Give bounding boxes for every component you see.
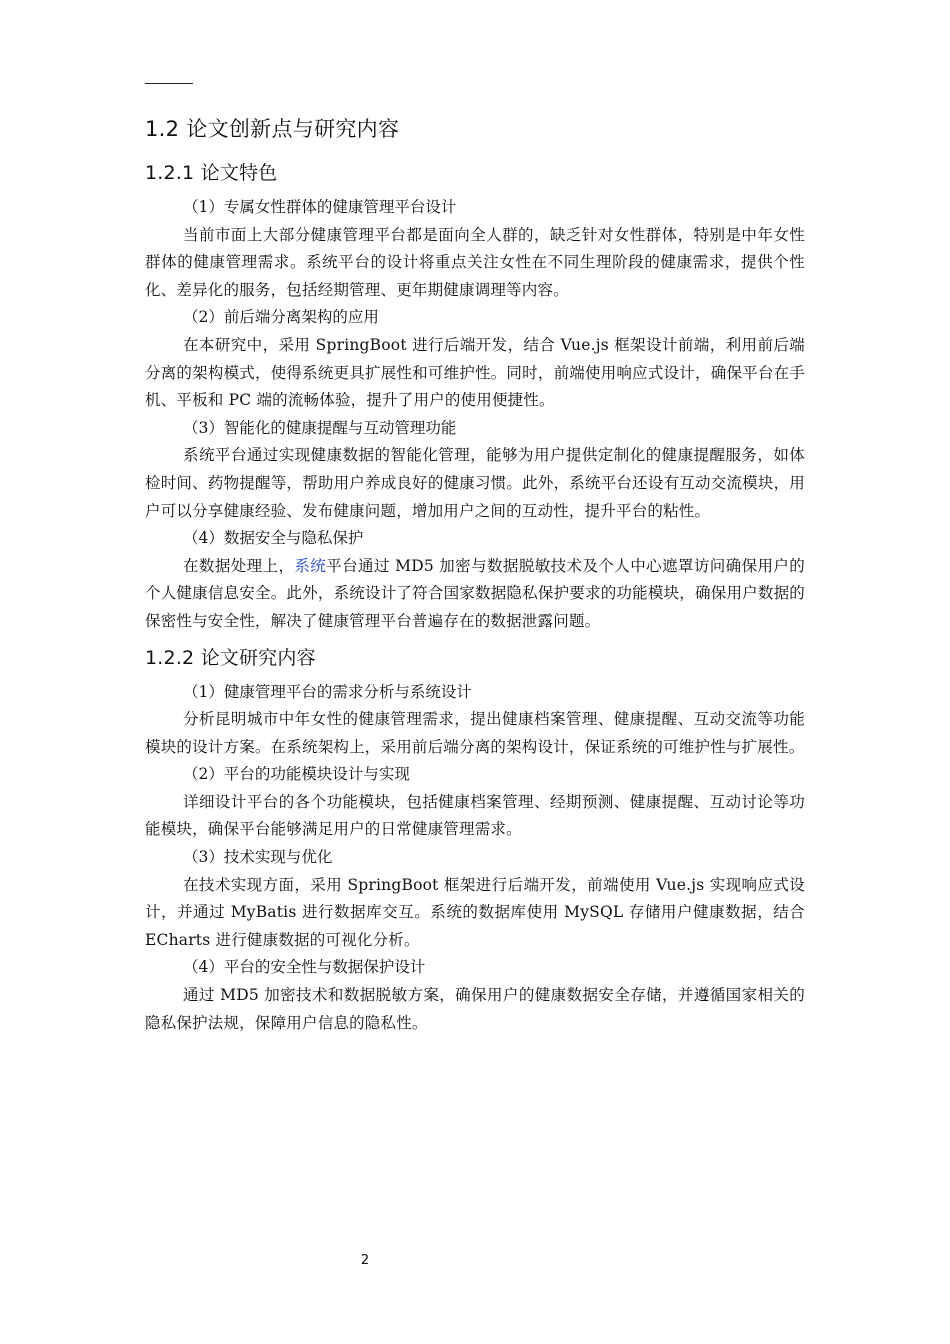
feature-item-title: （1）专属女性群体的健康管理平台设计 bbox=[183, 198, 457, 216]
section-heading-1-2-1: 1.2.1 论文特色 bbox=[145, 162, 278, 184]
document-body bbox=[145, 112, 805, 1037]
research-item-text: 在技术实现方面，采用 SpringBoot 框架进行后端开发，前端使用 Vue.js 实现响应式设计，并通过 MyBatis 进行数据库交互。系统的数据库使用 MySQL 存储用户健康数据，结合 ECharts 进行健康数据的可视化分析。 bbox=[145, 875, 805, 949]
system-link[interactable]: 系统 bbox=[294, 556, 327, 575]
research-item-title: （4）平台的安全性与数据保护设计 bbox=[183, 958, 426, 977]
section-heading-1-2-2: 1.2.2 论文研究内容 bbox=[145, 646, 316, 669]
page-number: 2 bbox=[360, 1253, 370, 1268]
research-item-title: （3）技术实现与优化 bbox=[183, 848, 333, 867]
feature-item-text: 在本研究中，采用 SpringBoot 进行后端开发，结合 Vue.js 框架设计前端，利用前后端分离的架构模式，使得系统更具扩展性和可维护性。同时，前端使用响应式设计，确保平台在手机、平板和 PC 端的流畅体验，提升了用户的使用便捷性。 bbox=[145, 335, 805, 410]
feature-item-text: 系统平台通过实现健康数据的智能化管理，能够为用户提供定制化的健康提醒服务，如体检时间、药物提醒等，帮助用户养成良好的健康习惯。此外，系统平台还设有互动交流模块，用户可以分享健康经验、发布健康问题，增加用户之间的互动性，提升平台的粘性。 bbox=[145, 446, 805, 520]
research-item-text: 分析昆明城市中年女性的健康管理需求，提出健康档案管理、健康提醒、互动交流等功能模块的设计方案。在系统架构上，采用前后端分离的架构设计，保证系统的可维护性与扩展性。 bbox=[145, 710, 805, 756]
feature-item-title: （2）前后端分离架构的应用 bbox=[183, 308, 379, 327]
research-item-text: 通过 MD5 加密技术和数据脱敏方案，确保用户的健康数据安全存储，并遵循国家相关的隐私保护法规，保障用户信息的隐私性。 bbox=[145, 986, 805, 1032]
text-after-link: 平台通过 MD5 加密与数据脱敏技术及个人中心遮罩访问确保用户的个人健康信息安全。此外，系统设计了符合国家数据隐私保护要求的功能模块，确保用户数据的保密性与安全性，解决了健康管理平台普遍存在的数据泄露问题。 bbox=[145, 556, 805, 630]
feature-item-text bbox=[145, 553, 805, 636]
feature-item-title: （3）智能化的健康提醒与互动管理功能 bbox=[183, 418, 457, 437]
feature-item-text: 当前市面上大部分健康管理平台都是面向全人群的，缺乏针对女性群体，特别是中年女性群体的健康管理需求。系统平台的设计将重点关注女性在不同生理阶段的健康需求，提供个性化、差异化的服务，包括经期管理、更年期健康调理等内容。 bbox=[145, 225, 805, 299]
research-item-title: （2）平台的功能模块设计与实现 bbox=[183, 765, 410, 784]
section-heading-1-2: 1.2 论文创新点与研究内容 bbox=[145, 117, 400, 141]
research-item-title: （1）健康管理平台的需求分析与系统设计 bbox=[183, 682, 472, 701]
feature-item-title: （4）数据安全与隐私保护 bbox=[183, 529, 364, 548]
text-before-link: 在数据处理上， bbox=[183, 556, 295, 575]
research-item-text: 详细设计平台的各个功能模块，包括健康档案管理、经期预测、健康提醒、互动讨论等功能模块，确保平台能够满足用户的日常健康管理需求。 bbox=[145, 792, 805, 839]
header-rule bbox=[145, 83, 193, 84]
